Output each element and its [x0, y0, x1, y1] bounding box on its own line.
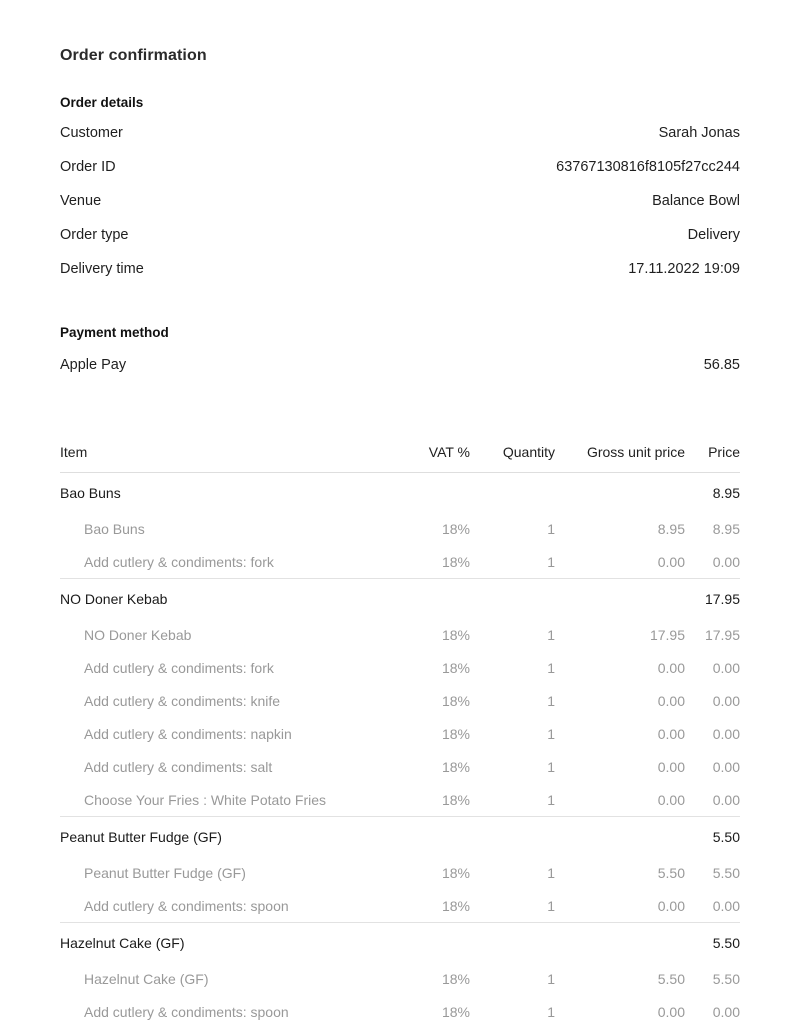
- item-line-price: 0.00: [685, 995, 740, 1028]
- detail-label: Order type: [60, 227, 129, 243]
- detail-value: Delivery: [688, 227, 740, 243]
- item-line-name: Add cutlery & condiments: fork: [60, 545, 390, 579]
- detail-row-customer: [60, 125, 740, 159]
- item-group-total: 17.95: [685, 579, 740, 619]
- item-group-name: Bao Buns: [60, 473, 390, 513]
- item-line-qty: 1: [470, 545, 555, 579]
- detail-value: 63767130816f8105f27cc244: [556, 159, 740, 175]
- item-line-gross: 17.95: [555, 618, 685, 651]
- item-line-qty: 1: [470, 512, 555, 545]
- item-line-price: 5.50: [685, 856, 740, 889]
- item-line-name: Add cutlery & condiments: spoon: [60, 995, 390, 1028]
- item-line-row: [60, 512, 740, 545]
- item-line-name: NO Doner Kebab: [60, 618, 390, 651]
- item-group-empty-cell: [470, 923, 555, 963]
- item-line-price: 8.95: [685, 512, 740, 545]
- item-line-vat: 18%: [390, 545, 470, 579]
- detail-label: Order ID: [60, 159, 116, 175]
- item-line-price: 0.00: [685, 684, 740, 717]
- item-line-vat: 18%: [390, 684, 470, 717]
- item-line-row: [60, 962, 740, 995]
- item-line-qty: 1: [470, 651, 555, 684]
- item-line-gross: 0.00: [555, 545, 685, 579]
- item-line-price: 0.00: [685, 545, 740, 579]
- item-line-vat: 18%: [390, 618, 470, 651]
- item-line-vat: 18%: [390, 856, 470, 889]
- item-line-vat: 18%: [390, 889, 470, 923]
- detail-row-delivery-time: [60, 261, 740, 295]
- item-line-qty: 1: [470, 750, 555, 783]
- item-line-name: Peanut Butter Fudge (GF): [60, 856, 390, 889]
- item-group-name: NO Doner Kebab: [60, 579, 390, 619]
- detail-label: Delivery time: [60, 261, 144, 277]
- payment-label: Apple Pay: [60, 357, 126, 373]
- item-line-vat: 18%: [390, 962, 470, 995]
- item-line-name: Add cutlery & condiments: salt: [60, 750, 390, 783]
- item-line-row: [60, 717, 740, 750]
- item-group-empty-cell: [390, 579, 470, 619]
- item-line-row: [60, 889, 740, 923]
- item-line-name: Hazelnut Cake (GF): [60, 962, 390, 995]
- item-group-empty-cell: [555, 473, 685, 513]
- item-line-vat: 18%: [390, 995, 470, 1028]
- item-line-gross: 8.95: [555, 512, 685, 545]
- detail-value: Balance Bowl: [652, 193, 740, 209]
- item-line-qty: 1: [470, 684, 555, 717]
- items-table-body: [60, 473, 740, 1028]
- order-details-list: [60, 125, 740, 295]
- column-header-item: Item: [60, 444, 390, 473]
- detail-row-order-id: [60, 159, 740, 193]
- item-line-gross: 0.00: [555, 750, 685, 783]
- item-line-row: [60, 684, 740, 717]
- item-line-row: [60, 750, 740, 783]
- item-line-price: 0.00: [685, 889, 740, 923]
- detail-label: Venue: [60, 193, 101, 209]
- detail-row-venue: [60, 193, 740, 227]
- item-group-empty-cell: [555, 817, 685, 857]
- item-group-name: Peanut Butter Fudge (GF): [60, 817, 390, 857]
- item-line-price: 0.00: [685, 651, 740, 684]
- item-line-gross: 0.00: [555, 717, 685, 750]
- item-group-row: [60, 473, 740, 513]
- item-line-gross: 5.50: [555, 962, 685, 995]
- detail-label: Customer: [60, 125, 123, 141]
- payment-method-list: [60, 357, 740, 391]
- item-line-price: 5.50: [685, 962, 740, 995]
- item-line-vat: 18%: [390, 717, 470, 750]
- column-header-quantity: Quantity: [470, 444, 555, 473]
- item-group-total: 8.95: [685, 473, 740, 513]
- column-header-gross-unit-price: Gross unit price: [555, 444, 685, 473]
- payment-amount: 56.85: [704, 357, 740, 373]
- item-line-price: 0.00: [685, 750, 740, 783]
- item-group-total: 5.50: [685, 923, 740, 963]
- items-table-header-row: [60, 444, 740, 473]
- item-line-gross: 0.00: [555, 684, 685, 717]
- item-group-empty-cell: [470, 579, 555, 619]
- item-line-name: Add cutlery & condiments: napkin: [60, 717, 390, 750]
- item-group-empty-cell: [390, 473, 470, 513]
- item-line-gross: 5.50: [555, 856, 685, 889]
- item-line-name: Add cutlery & condiments: spoon: [60, 889, 390, 923]
- item-line-gross: 0.00: [555, 783, 685, 817]
- item-line-qty: 1: [470, 889, 555, 923]
- item-line-vat: 18%: [390, 512, 470, 545]
- item-line-name: Add cutlery & condiments: knife: [60, 684, 390, 717]
- item-group-row: [60, 817, 740, 857]
- item-line-row: [60, 651, 740, 684]
- item-line-name: Bao Buns: [60, 512, 390, 545]
- item-line-row: [60, 618, 740, 651]
- item-line-qty: 1: [470, 717, 555, 750]
- item-group-row: [60, 579, 740, 619]
- payment-method-heading: Payment method: [60, 295, 740, 340]
- detail-value: Sarah Jonas: [659, 125, 740, 141]
- item-line-qty: 1: [470, 962, 555, 995]
- order-details-heading: Order details: [60, 65, 740, 110]
- item-line-qty: 1: [470, 856, 555, 889]
- item-line-qty: 1: [470, 618, 555, 651]
- item-line-qty: 1: [470, 995, 555, 1028]
- item-group-empty-cell: [555, 923, 685, 963]
- item-group-empty-cell: [390, 923, 470, 963]
- payment-row-apple-pay: [60, 357, 740, 391]
- item-group-empty-cell: [470, 817, 555, 857]
- detail-row-order-type: [60, 227, 740, 261]
- item-line-qty: 1: [470, 783, 555, 817]
- item-line-gross: 0.00: [555, 651, 685, 684]
- item-line-row: [60, 545, 740, 579]
- item-group-name: Hazelnut Cake (GF): [60, 923, 390, 963]
- item-group-row: [60, 923, 740, 963]
- item-line-vat: 18%: [390, 750, 470, 783]
- item-group-total: 5.50: [685, 817, 740, 857]
- item-group-empty-cell: [470, 473, 555, 513]
- item-line-name: Choose Your Fries : White Potato Fries: [60, 783, 390, 817]
- page-title: Order confirmation: [60, 0, 740, 65]
- detail-value: 17.11.2022 19:09: [628, 261, 740, 277]
- column-header-vat: VAT %: [390, 444, 470, 473]
- item-line-row: [60, 856, 740, 889]
- item-group-empty-cell: [390, 817, 470, 857]
- column-header-price: Price: [685, 444, 740, 473]
- item-line-price: 0.00: [685, 717, 740, 750]
- item-line-gross: 0.00: [555, 995, 685, 1028]
- item-line-gross: 0.00: [555, 889, 685, 923]
- item-line-vat: 18%: [390, 783, 470, 817]
- items-table: [60, 444, 740, 1028]
- item-group-empty-cell: [555, 579, 685, 619]
- item-line-price: 17.95: [685, 618, 740, 651]
- item-line-vat: 18%: [390, 651, 470, 684]
- item-line-price: 0.00: [685, 783, 740, 817]
- item-line-row: [60, 783, 740, 817]
- item-line-name: Add cutlery & condiments: fork: [60, 651, 390, 684]
